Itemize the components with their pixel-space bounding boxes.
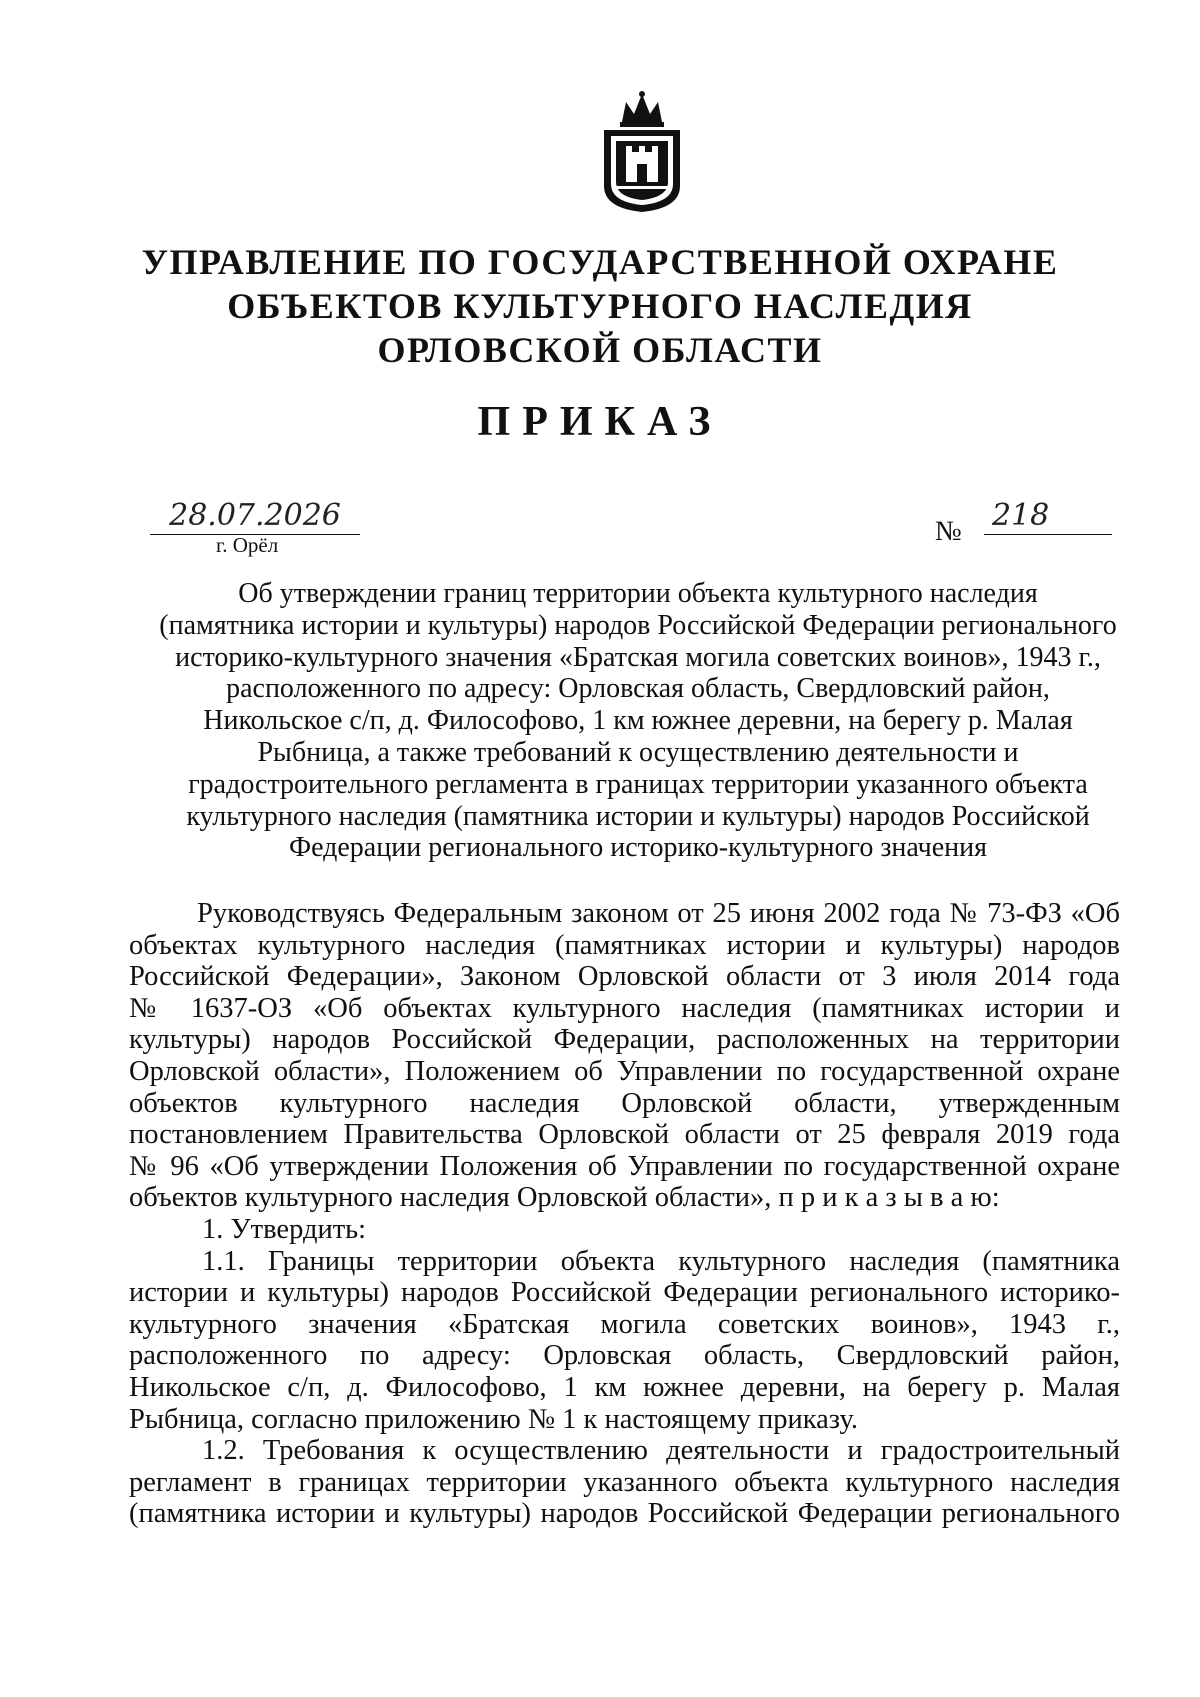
body-line: регламент в границах территории указанного объекта культурного наследия <box>129 1466 1120 1498</box>
body-line: 1. Утвердить: <box>202 1213 367 1245</box>
body-line: № 1637-ОЗ «Об объектах культурного наследия (памятниках истории и <box>129 992 1120 1024</box>
subject-line: историко-культурного значения «Братская могила советских воинов», 1943 г., <box>175 641 1101 673</box>
org-name-line-1: УПРАВЛЕНИЕ ПО ГОСУДАРСТВЕННОЙ ОХРАНЕ <box>141 242 1059 282</box>
document-city: г. Орёл <box>216 533 279 557</box>
subject-line: расположенного по адресу: Орловская область, Свердловский район, <box>226 673 1050 705</box>
org-name-line-2: ОБЪЕКТОВ КУЛЬТУРНОГО НАСЛЕДИЯ <box>227 286 973 326</box>
body-line: культуры) народов Российской Федерации, расположенных на территории <box>129 1024 1120 1056</box>
subject-line: Никольское с/п, д. Философово, 1 км южнее деревни, на берегу р. Малая <box>203 705 1073 737</box>
coat-of-arms-icon <box>598 90 686 214</box>
body-line: 1.1. Границы территории объекта культурного наследия (памятника <box>202 1245 1120 1277</box>
document-number: 218 <box>984 500 1112 535</box>
body-line: объектов культурного наследия Орловской области», п р и к а з ы в а ю: <box>129 1182 1000 1214</box>
body-line: 1.2. Требования к осуществлению деятельности и градостроительный <box>202 1435 1120 1467</box>
body-line: постановлением Правительства Орловской области от 25 февраля 2019 года <box>129 1119 1120 1151</box>
body-line: объектах культурного наследия (памятниках истории и культуры) народов <box>129 929 1120 961</box>
subject-line: Федерации регионального историко-культурного значения <box>288 832 988 864</box>
body-line: (памятника истории и культуры) народов Российской Федерации регионального <box>129 1498 1120 1530</box>
document-type-title: ПРИКАЗ <box>477 399 723 445</box>
body-line: расположенного по адресу: Орловская область, Свердловский район, <box>129 1340 1120 1372</box>
body-line: Никольское с/п, д. Философово, 1 км южнее деревни, на берегу р. Малая <box>129 1371 1120 1403</box>
body-line: Российской Федерации», Законом Орловской области от 3 июля 2014 года <box>129 961 1120 993</box>
order-body <box>129 898 1120 1530</box>
body-line: Орловской области», Положением об Управлении по государственной охране <box>129 1055 1120 1087</box>
document-number-label: № <box>935 516 962 547</box>
org-name-line-3: ОРЛОВСКОЙ ОБЛАСТИ <box>377 330 823 370</box>
subject-line: культурного наследия (памятника истории и культуры) народов Российской <box>186 800 1090 832</box>
subject-line: Рыбница, а также требований к осуществлению деятельности и <box>257 736 1019 768</box>
body-line: Рыбница, согласно приложению № 1 к настоящему приказу. <box>129 1403 858 1435</box>
body-line: Руководствуясь Федеральным законом от 25 июня 2002 года № 73-ФЗ «Об <box>197 898 1120 929</box>
body-line: культурного значения «Братская могила советских воинов», 1943 г., <box>129 1308 1120 1340</box>
body-line: объектов культурного наследия Орловской области, утвержденным <box>129 1087 1120 1119</box>
order-subject <box>148 578 1128 864</box>
body-line: № 96 «Об утверждении Положения об Управлении по государственной охране <box>129 1150 1120 1182</box>
subject-line: градостроительного регламента в границах территории указанного объекта <box>188 768 1088 800</box>
subject-line: (памятника истории и культуры) народов Российской Федерации регионального <box>159 609 1117 641</box>
document-date: 28.07.2026 <box>150 500 360 535</box>
body-line: истории и культуры) народов Российской Федерации регионального историко- <box>129 1277 1120 1309</box>
subject-line: Об утверждении границ территории объекта культурного наследия <box>238 578 1038 609</box>
